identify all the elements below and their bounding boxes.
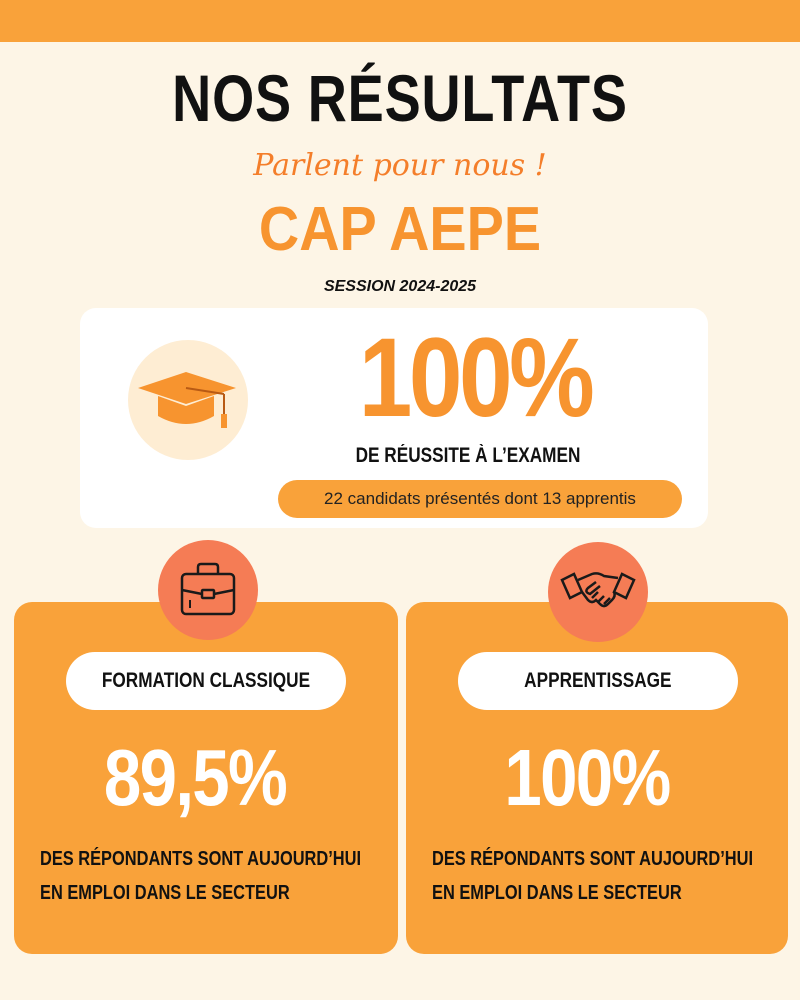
success-rate: 100% xyxy=(358,315,592,440)
candidates-badge xyxy=(278,480,682,518)
description-line: DES RÉPONDANTS SONT AUJOURD’HUI xyxy=(40,848,362,870)
description-line: EN EMPLOI DANS LE SECTEUR xyxy=(432,882,682,904)
page-subtitle: Parlent pour nous ! xyxy=(253,148,547,183)
classic-training-text: FORMATION CLASSIQUE xyxy=(101,669,311,692)
program-title: CAP AEPE xyxy=(258,195,542,264)
graduation-cap-icon xyxy=(128,340,248,460)
briefcase-icon xyxy=(158,540,258,640)
classic-training-label xyxy=(66,652,346,710)
page-title: NOS RÉSULTATS xyxy=(172,61,628,135)
apprenticeship-label xyxy=(458,652,738,710)
session-label: SESSION 2024-2025 xyxy=(323,278,477,295)
handshake-icon xyxy=(548,542,648,642)
apprenticeship-description xyxy=(432,842,754,910)
description-line: EN EMPLOI DANS LE SECTEUR xyxy=(40,882,290,904)
apprenticeship-text: APPRENTISSAGE xyxy=(524,669,672,692)
apprenticeship-rate: 100% xyxy=(504,733,670,822)
candidates-text: 22 candidats présentés dont 13 apprentis xyxy=(324,489,636,508)
top-bar xyxy=(0,0,800,42)
description-line: DES RÉPONDANTS SONT AUJOURD’HUI xyxy=(432,848,754,870)
classic-training-description xyxy=(40,842,362,910)
classic-training-rate: 89,5% xyxy=(103,733,287,822)
success-label: DE RÉUSSITE À L’EXAMEN xyxy=(355,444,581,467)
